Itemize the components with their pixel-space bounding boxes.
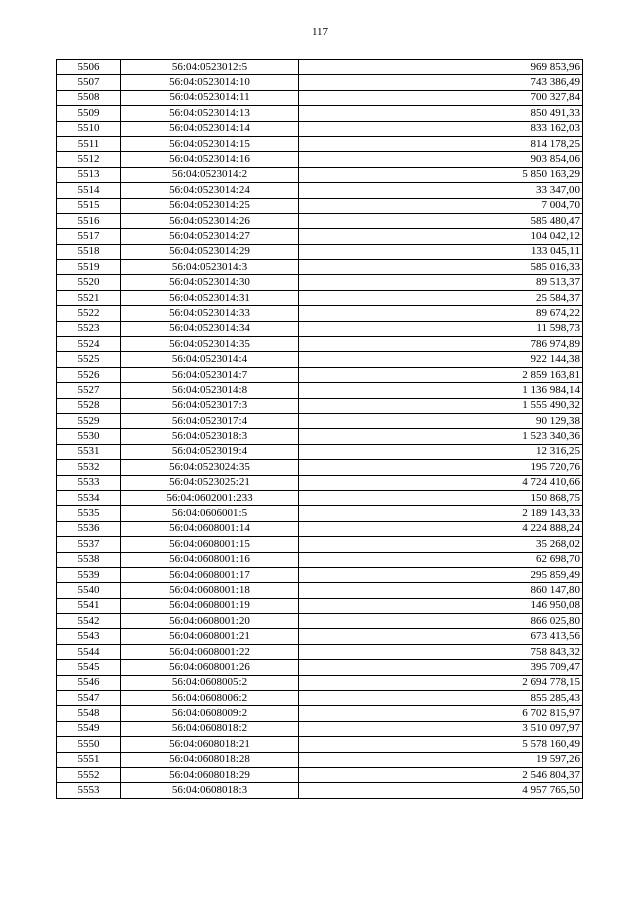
row-number: 5513 [57,167,121,182]
row-number: 5522 [57,306,121,321]
cadastral-number: 56:04:0523014:30 [121,275,299,290]
row-number: 5547 [57,691,121,706]
row-number: 5514 [57,183,121,198]
table-row [57,90,583,105]
row-number: 5537 [57,537,121,552]
cadastral-value: 11 598,73 [299,321,583,336]
cadastral-number: 56:04:0608001:22 [121,644,299,659]
cadastral-value: 860 147,80 [299,583,583,598]
cadastral-number: 56:04:0608001:17 [121,567,299,582]
row-number: 5511 [57,136,121,151]
row-number: 5548 [57,706,121,721]
cadastral-value: 2 859 163,81 [299,367,583,382]
cadastral-number: 56:04:0523014:16 [121,152,299,167]
cadastral-number: 56:04:0523014:3 [121,260,299,275]
cadastral-value: 5 578 160,49 [299,737,583,752]
table-row [57,121,583,136]
cadastral-number: 56:04:0523014:14 [121,121,299,136]
cadastral-number: 56:04:0523014:34 [121,321,299,336]
table-row [57,413,583,428]
cadastral-number: 56:04:0523019:4 [121,444,299,459]
cadastral-number: 56:04:0523014:24 [121,183,299,198]
table-row [57,737,583,752]
table-row [57,614,583,629]
cadastral-value: 743 386,49 [299,75,583,90]
table-row [57,598,583,613]
row-number: 5544 [57,644,121,659]
cadastral-number: 56:04:0608001:14 [121,521,299,536]
table-row [57,660,583,675]
row-number: 5531 [57,444,121,459]
row-number: 5546 [57,675,121,690]
cadastral-value: 395 709,47 [299,660,583,675]
table-row [57,352,583,367]
row-number: 5541 [57,598,121,613]
table-row [57,60,583,75]
table-row [57,383,583,398]
cadastral-number: 56:04:0608001:18 [121,583,299,598]
cadastral-number: 56:04:0523014:11 [121,90,299,105]
table-row [57,444,583,459]
cadastral-value: 12 316,25 [299,444,583,459]
cadastral-number: 56:04:0523014:33 [121,306,299,321]
cadastral-number: 56:04:0523017:3 [121,398,299,413]
cadastral-value: 104 042,12 [299,229,583,244]
row-number: 5543 [57,629,121,644]
table-row [57,629,583,644]
cadastral-value: 89 513,37 [299,275,583,290]
cadastral-number: 56:04:0608018:21 [121,737,299,752]
cadastral-value: 850 491,33 [299,106,583,121]
cadastral-number: 56:04:0523014:2 [121,167,299,182]
cadastral-value: 585 480,47 [299,213,583,228]
table-row [57,706,583,721]
cadastral-number: 56:04:0523014:35 [121,337,299,352]
cadastral-value: 922 144,38 [299,352,583,367]
cadastral-number: 56:04:0523014:26 [121,213,299,228]
cadastral-number: 56:04:0523014:10 [121,75,299,90]
cadastral-number: 56:04:0608018:2 [121,721,299,736]
cadastral-number: 56:04:0608001:16 [121,552,299,567]
row-number: 5515 [57,198,121,213]
row-number: 5518 [57,244,121,259]
table-row [57,167,583,182]
cadastral-number: 56:04:0523024:35 [121,460,299,475]
table-row [57,152,583,167]
table-row [57,521,583,536]
cadastral-number: 56:04:0608018:29 [121,767,299,782]
table-row [57,244,583,259]
row-number: 5549 [57,721,121,736]
cadastral-value: 585 016,33 [299,260,583,275]
row-number: 5528 [57,398,121,413]
table-row [57,290,583,305]
cadastral-number: 56:04:0523025:21 [121,475,299,490]
row-number: 5517 [57,229,121,244]
cadastral-number: 56:04:0523014:8 [121,383,299,398]
cadastral-value: 133 045,11 [299,244,583,259]
cadastral-number: 56:04:0606001:5 [121,506,299,521]
row-number: 5540 [57,583,121,598]
cadastral-number: 56:04:0608001:21 [121,629,299,644]
row-number: 5506 [57,60,121,75]
table-row [57,306,583,321]
cadastral-value: 6 702 815,97 [299,706,583,721]
cadastral-number: 56:04:0523014:4 [121,352,299,367]
table-row [57,506,583,521]
cadastral-number: 56:04:0523014:15 [121,136,299,151]
table-row [57,398,583,413]
row-number: 5542 [57,614,121,629]
row-number: 5525 [57,352,121,367]
row-number: 5551 [57,752,121,767]
cadastral-value: 25 584,37 [299,290,583,305]
table-row [57,475,583,490]
cadastral-value: 62 698,70 [299,552,583,567]
cadastral-number: 56:04:0608018:3 [121,783,299,798]
table-row [57,275,583,290]
table-row [57,367,583,382]
cadastral-value: 295 859,49 [299,567,583,582]
cadastral-number: 56:04:0608001:15 [121,537,299,552]
row-number: 5516 [57,213,121,228]
cadastral-value: 855 285,43 [299,691,583,706]
row-number: 5523 [57,321,121,336]
cadastral-value: 3 510 097,97 [299,721,583,736]
cadastral-value: 4 957 765,50 [299,783,583,798]
table-row [57,198,583,213]
cadastral-number: 56:04:0523018:3 [121,429,299,444]
table-row [57,537,583,552]
row-number: 5512 [57,152,121,167]
table-row [57,490,583,505]
row-number: 5532 [57,460,121,475]
row-number: 5539 [57,567,121,582]
table-row [57,260,583,275]
cadastral-value-table [56,59,583,799]
cadastral-value: 7 004,70 [299,198,583,213]
cadastral-value: 146 950,08 [299,598,583,613]
table-row [57,75,583,90]
table-row [57,229,583,244]
table-row [57,691,583,706]
row-number: 5508 [57,90,121,105]
cadastral-value: 5 850 163,29 [299,167,583,182]
table-row [57,752,583,767]
cadastral-number: 56:04:0608005:2 [121,675,299,690]
page-number: 117 [311,26,329,38]
table-row [57,583,583,598]
cadastral-value: 2 546 804,37 [299,767,583,782]
row-number: 5545 [57,660,121,675]
table-row [57,567,583,582]
cadastral-value: 969 853,96 [299,60,583,75]
cadastral-number: 56:04:0523014:31 [121,290,299,305]
row-number: 5538 [57,552,121,567]
cadastral-value: 195 720,76 [299,460,583,475]
cadastral-value: 4 724 410,66 [299,475,583,490]
cadastral-number: 56:04:0523014:7 [121,367,299,382]
table-row [57,183,583,198]
cadastral-number: 56:04:0608001:19 [121,598,299,613]
cadastral-value: 19 597,26 [299,752,583,767]
cadastral-value: 673 413,56 [299,629,583,644]
cadastral-value: 786 974,89 [299,337,583,352]
row-number: 5530 [57,429,121,444]
cadastral-number: 56:04:0608001:20 [121,614,299,629]
cadastral-value: 33 347,00 [299,183,583,198]
cadastral-value: 1 555 490,32 [299,398,583,413]
row-number: 5519 [57,260,121,275]
cadastral-value: 903 854,06 [299,152,583,167]
row-number: 5527 [57,383,121,398]
row-number: 5533 [57,475,121,490]
table-body [57,60,583,799]
cadastral-value: 89 674,22 [299,306,583,321]
cadastral-value: 90 129,38 [299,413,583,428]
cadastral-value: 150 868,75 [299,490,583,505]
cadastral-value: 4 224 888,24 [299,521,583,536]
cadastral-value: 35 268,02 [299,537,583,552]
row-number: 5520 [57,275,121,290]
table-row [57,721,583,736]
cadastral-value: 833 162,03 [299,121,583,136]
cadastral-number: 56:04:0523012:5 [121,60,299,75]
cadastral-value: 1 523 340,36 [299,429,583,444]
cadastral-number: 56:04:0608006:2 [121,691,299,706]
row-number: 5553 [57,783,121,798]
cadastral-number: 56:04:0523014:25 [121,198,299,213]
row-number: 5521 [57,290,121,305]
row-number: 5526 [57,367,121,382]
row-number: 5535 [57,506,121,521]
row-number: 5529 [57,413,121,428]
cadastral-number: 56:04:0608009:2 [121,706,299,721]
cadastral-number: 56:04:0608018:28 [121,752,299,767]
row-number: 5552 [57,767,121,782]
table-row [57,783,583,798]
cadastral-value: 866 025,80 [299,614,583,629]
table-row [57,321,583,336]
cadastral-value: 2 694 778,15 [299,675,583,690]
table-row [57,337,583,352]
table-row [57,675,583,690]
table-row [57,767,583,782]
cadastral-value: 814 178,25 [299,136,583,151]
row-number: 5550 [57,737,121,752]
cadastral-number: 56:04:0523014:29 [121,244,299,259]
cadastral-value: 758 843,32 [299,644,583,659]
table-row [57,106,583,121]
cadastral-value: 2 189 143,33 [299,506,583,521]
table-row [57,552,583,567]
cadastral-number: 56:04:0523017:4 [121,413,299,428]
row-number: 5536 [57,521,121,536]
cadastral-value: 700 327,84 [299,90,583,105]
row-number: 5510 [57,121,121,136]
table-row [57,644,583,659]
cadastral-value: 1 136 984,14 [299,383,583,398]
row-number: 5524 [57,337,121,352]
table-row [57,213,583,228]
row-number: 5509 [57,106,121,121]
cadastral-number: 56:04:0608001:26 [121,660,299,675]
table-row [57,429,583,444]
table-row [57,460,583,475]
row-number: 5507 [57,75,121,90]
table-row [57,136,583,151]
cadastral-number: 56:04:0523014:13 [121,106,299,121]
cadastral-number: 56:04:0523014:27 [121,229,299,244]
row-number: 5534 [57,490,121,505]
cadastral-number: 56:04:0602001:233 [121,490,299,505]
